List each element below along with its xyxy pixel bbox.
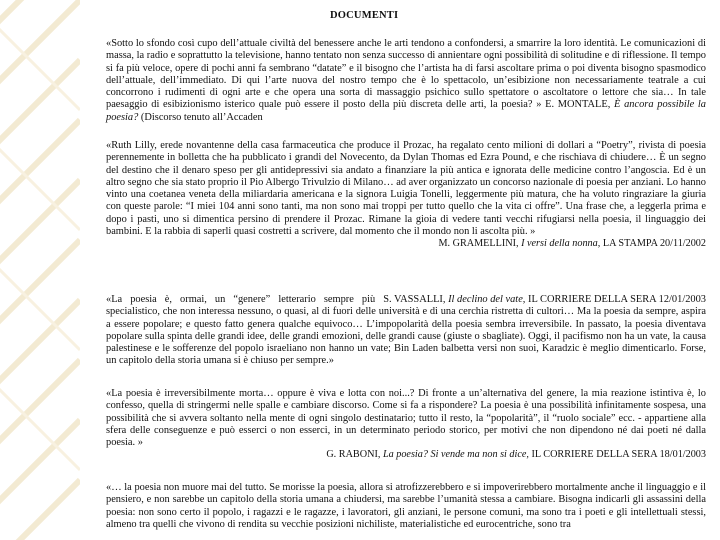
page-decoration (0, 0, 80, 540)
quote-citation (383, 294, 706, 306)
quote-author: S. VASSALLI, (383, 294, 449, 305)
quote-text: «… la poesia non muore mai del tutto. Se morisse la poesia, allora si atrofizzerebbero e si impoverirebbero mortalmente anche il linguaggio e il pensiero, e non sarebbe un capitolo della storia umana a chiudersi, ma sarebbe l’umanità stessa a cambiare. Bisogna indicarli gli assassini della poesia: non sono certo il popolo, i ragazzi e le ragazze, i lavoratori, gli anziani, le persone comuni, ma sono tra i poeti e gli intellettuali stessi, almeno tra quelli che vivono di rendita su vecchie posizioni nichiliste, materialistiche ed eurocentriche, sono tra (106, 482, 706, 530)
quote-work: Il declino del vate, (448, 294, 526, 305)
quote-source: IL CORRIERE DELLA SERA 18/01/2003 (528, 449, 706, 461)
quote-citation (106, 238, 706, 250)
quote-text: «Sotto lo sfondo così cupo dell’attuale civiltà del benessere anche le arti tendono a confondersi, a smarrire la loro identità. Le comunicazioni di massa, la radio e soprattutto la televisione, hanno tentato non senza successo di annientare ogni possibilità di solitudine e di riflessione. Il tempo si fa più veloce, opere di pochi anni fa sembrano “datate” e il bisogno che l’artista ha di farsi ascoltare prima o poi diventa bisogno spasmodico dell’attuale, dell’immediato. Di qui l’arte nuova del nostro tempo che è lo spettacolo, un’esibizione non necessariamente teatrale a cui concorrono i rudimenti di ogni arte e che opera una sorta di massaggio psichico sullo spettatore o ascoltatore o lettore che sia… In tale paesaggio di esibizionismo isterico quale può essere il posto della più discreta delle arti, la poesia? » E. MONTALE, È ancora possibile la poesia? (Discorso tenuto all’Accaden (106, 38, 707, 123)
quote-work: I versi della nonna, (521, 238, 601, 250)
quote-montale (106, 38, 706, 124)
quote-text: «Ruth Lilly, erede novantenne della casa farmaceutica che produce il Prozac, ha regalato cento milioni di dollari a “Poetry”, rivista di poesia perennemente in bolletta che ha pubblicato i grandi del Novecento, da Dylan Thomas ed Ezra Pound, e che rischiava di chiudere… È un segno del destino che il denaro speso per gli antidepressivi sia andato a finanziare la più antica e ignorata delle medicine contro l’angoscia. Ed è un altro segno che sia stato proprio il Pio Albergo Trivulzio di Milano… ad aver organizzato un concorso nazionale di poesia per anziani. Lo hanno vinto una coetanea veneta della miliardaria americana e la signora Luigia Tonelli, leggermente più matura, che ha voluto ringraziare la giuria con queste parole: “I miei 104 anni sono tanti, ma non sono mai troppi per tutto quello che la vita ci offre”. Una frase che, a leggerla prima e dopo i pasti, uno si dimentica persino di prendere il Prozac. Rimane la gioia di vedere tanti vecchi rifugiarsi nella poesia, il linguaggio dei bambini. E la rabbia di saperli quasi costretti a scrivere, dal momento che il mondo non li ascolta più. » (106, 140, 706, 238)
quote-raboni (106, 388, 706, 462)
quote-source: IL CORRIERE DELLA SERA 12/01/2003 (525, 294, 706, 305)
quote-source: (Discorso tenuto all’Accaden (138, 111, 263, 123)
quote-author: G. RABONI, (326, 449, 383, 461)
quote-author: M. GRAMELLINI, (438, 238, 522, 250)
page-title: DOCUMENTI (330, 10, 399, 21)
quote-vassalli (106, 294, 706, 368)
quote-citation (106, 449, 706, 461)
quote-final (106, 482, 706, 531)
quote-text: «La poesia è irreversibilmente morta… oppure è viva e lotta con noi...? Di fronte a un’alternativa del genere, la mia reazione istintiva è, lo confesso, quella di stringermi nelle spalle e cambiare discorso. Come si fa a rispondere? La poesia è una possibilità infinitamente sospesa, una possibilità che si avvera soltanto nella mente di ogni singolo destinatario; tutto il resto, la “popolarità”, il “ruolo sociale” ecc. - appartiene alla sfera delle conseguenze e può esserci o non esserci, in un determinato periodo storico, per motivi che non dipendono né dai poeti né dalla poesia. » (106, 388, 706, 449)
quote-gramellini (106, 140, 706, 251)
quote-text: S. VASSALLI, Il declino del vate, IL CORRIERE DELLA SERA 12/01/2003 «La poesia è, ormai, un “genere” letterario sempre più specialistico, che non interessa nessuno, o quasi, al di fuori delle università e di una cerchia ristretta di cultori… Ma la poesia da sempre, aspira a essere popolare; e questo fatto genera qualche equivoco… L’impopolarità della poesia sembra irreversibile. In passato, la poesia diventava popolare sulla spinta delle grandi idee, delle grandi emozioni, delle grandi cause (giuste o sbagliate). Oggi, il pacifismo non ha un vate, la causa palestinese e le sofferenze del popolo israeliano non hanno un vate; Bin Laden balbetta versi non suoi, Karadzic è meglio dimenticarlo. Forse, un capitolo della storia umana si è chiuso per sempre.» (106, 294, 706, 367)
quote-source: LA STAMPA 20/11/2002 (600, 238, 706, 250)
quote-work: È ancora possibile la poesia? (106, 99, 707, 123)
quote-work: La poesia? Si vende ma non si dice, (382, 449, 529, 461)
quote-author: E. MONTALE, (545, 99, 615, 111)
